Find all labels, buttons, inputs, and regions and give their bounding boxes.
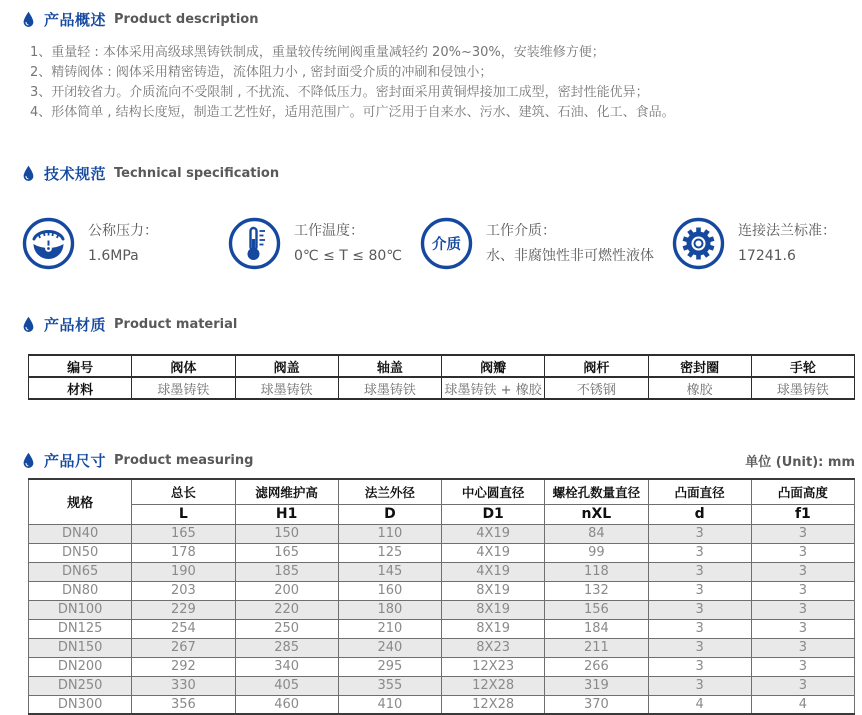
material-value-cell: 球墨铸铁 [132, 377, 235, 399]
section-title-en: Product material [114, 317, 238, 332]
measuring-value-cell: 340 [235, 657, 338, 676]
measuring-value-cell: 370 [545, 695, 648, 714]
spec-item-flange-standard [672, 217, 836, 270]
measuring-header-cell: 螺栓孔数量直径 [545, 479, 648, 504]
measuring-value-cell: 8X19 [442, 619, 545, 638]
section-title-cn: 产品概述 [44, 11, 107, 29]
measuring-value-cell: 319 [545, 676, 648, 695]
measuring-value-cell: 3 [751, 524, 854, 543]
section-title-cn: 产品材质 [44, 316, 107, 334]
spec-items-row [22, 217, 862, 270]
measuring-header-cell: 法兰外径 [338, 479, 441, 504]
measuring-row-DN125 [29, 619, 855, 638]
measuring-row-DN150 [29, 638, 855, 657]
measuring-value-cell: 165 [235, 543, 338, 562]
measuring-header-spec: 规格 [29, 479, 132, 524]
water-drop-icon [22, 316, 35, 333]
measuring-value-cell: 184 [545, 619, 648, 638]
measuring-row-DN250 [29, 676, 855, 695]
section-heading [22, 9, 862, 30]
measuring-value-cell: 3 [648, 657, 751, 676]
measuring-symbol-cell: L [132, 504, 235, 524]
measuring-symbol-cell: d [648, 504, 751, 524]
measuring-value-cell: 460 [235, 695, 338, 714]
measuring-value-cell: 165 [132, 524, 235, 543]
material-header-cell: 轴盖 [338, 355, 441, 377]
measuring-value-cell: 3 [648, 581, 751, 600]
description-list [30, 43, 862, 123]
spec-label: 公称压力： [88, 222, 158, 239]
section-product-material [0, 314, 862, 400]
pressure-gauge-icon [22, 217, 75, 270]
measuring-value-cell: 330 [132, 676, 235, 695]
measuring-spec-cell: DN80 [29, 581, 132, 600]
measuring-value-cell: 405 [235, 676, 338, 695]
flange-gear-icon [672, 217, 725, 270]
section-heading [22, 450, 253, 471]
description-line-1: 1、重量轻 : 本体采用高级球黑铸铁制成，重量较传统闸阀重量减轻约 20%~30%，安装维修方便； [30, 45, 605, 60]
spec-label: 连接法兰标准： [738, 222, 836, 239]
measuring-value-cell: 355 [338, 676, 441, 695]
section-title-en: Product description [114, 12, 259, 27]
measuring-value-cell: 3 [751, 657, 854, 676]
measuring-value-cell: 180 [338, 600, 441, 619]
measuring-value-cell: 292 [132, 657, 235, 676]
thermometer-icon [228, 217, 281, 270]
material-header-cell: 阀杆 [545, 355, 648, 377]
section-title-en: Product measuring [114, 453, 254, 468]
spec-value: 水、非腐蚀性非可燃性液体 [486, 247, 654, 264]
measuring-header-row-cn [29, 479, 855, 504]
measuring-value-cell: 125 [338, 543, 441, 562]
measuring-value-cell: 3 [648, 524, 751, 543]
measuring-value-cell: 3 [751, 638, 854, 657]
material-value-cell: 球墨铸铁 [235, 377, 338, 399]
measuring-row-DN40 [29, 524, 855, 543]
spec-text [486, 219, 654, 269]
section-title-cn: 产品尺寸 [44, 452, 107, 470]
section-heading [22, 314, 862, 335]
measuring-value-cell: 4 [648, 695, 751, 714]
measuring-value-cell: 99 [545, 543, 648, 562]
measuring-spec-cell: DN65 [29, 562, 132, 581]
measuring-value-cell: 8X19 [442, 600, 545, 619]
measuring-value-cell: 295 [338, 657, 441, 676]
spec-text [294, 219, 402, 269]
spec-item-temperature [228, 217, 420, 270]
measuring-value-cell: 229 [132, 600, 235, 619]
measuring-header-cell: 滤网维护高 [235, 479, 338, 504]
spec-item-media [420, 217, 672, 270]
water-drop-icon [22, 11, 35, 28]
spec-value: 0℃ ≤ T ≤ 80℃ [294, 247, 402, 264]
measuring-value-cell: 3 [648, 562, 751, 581]
section-heading [22, 163, 862, 184]
spec-item-pressure [22, 217, 228, 270]
material-row-label: 材料 [29, 377, 132, 399]
measuring-value-cell: 3 [751, 562, 854, 581]
material-header-cell: 手轮 [751, 355, 854, 377]
measuring-value-cell: 3 [751, 581, 854, 600]
measuring-spec-cell: DN100 [29, 600, 132, 619]
measuring-spec-cell: DN40 [29, 524, 132, 543]
measuring-value-cell: 12X28 [442, 676, 545, 695]
measuring-value-cell: 3 [648, 543, 751, 562]
measuring-value-cell: 3 [648, 619, 751, 638]
measuring-value-cell: 285 [235, 638, 338, 657]
measuring-value-cell: 145 [338, 562, 441, 581]
measuring-value-cell: 211 [545, 638, 648, 657]
measuring-value-cell: 4 [751, 695, 854, 714]
material-data-row [29, 377, 855, 399]
measuring-value-cell: 240 [338, 638, 441, 657]
measuring-value-cell: 156 [545, 600, 648, 619]
measuring-header-row-symbols [29, 504, 855, 524]
spec-text [88, 219, 158, 269]
spec-label: 工作温度： [294, 222, 364, 239]
measuring-heading-row [22, 450, 855, 471]
section-product-description [0, 0, 862, 123]
measuring-value-cell: 178 [132, 543, 235, 562]
measuring-value-cell: 254 [132, 619, 235, 638]
measuring-value-cell: 4X19 [442, 543, 545, 562]
measuring-spec-cell: DN250 [29, 676, 132, 695]
material-header-row [29, 355, 855, 377]
measuring-symbol-cell: f1 [751, 504, 854, 524]
measuring-value-cell: 190 [132, 562, 235, 581]
section-technical-specification [0, 163, 862, 270]
measuring-value-cell: 8X23 [442, 638, 545, 657]
measuring-value-cell: 4X19 [442, 562, 545, 581]
measuring-row-DN80 [29, 581, 855, 600]
description-line-2: 2、精铸阀体 : 阀体采用精密铸造，流体阻力小 , 密封面受介质的冲刷和侵蚀小； [30, 65, 493, 80]
measuring-row-DN65 [29, 562, 855, 581]
material-value-cell: 球墨铸铁 [751, 377, 854, 399]
measuring-value-cell: 3 [751, 600, 854, 619]
spec-value: 17241.6 [738, 247, 796, 264]
water-drop-icon [22, 165, 35, 182]
description-line-3: 3、开闭较省力。介质流向不受限制 , 不扰流、不降低压力。密封面采用黄铜焊接加工成型，密封性能优异； [30, 85, 649, 100]
measuring-row-DN50 [29, 543, 855, 562]
measuring-symbol-cell: nXL [545, 504, 648, 524]
measuring-symbol-cell: H1 [235, 504, 338, 524]
media-icon [420, 217, 473, 270]
measuring-value-cell: 3 [751, 619, 854, 638]
measuring-value-cell: 4X19 [442, 524, 545, 543]
material-value-cell: 球墨铸铁 + 橡胶 [442, 377, 545, 399]
water-drop-icon [22, 452, 35, 469]
measuring-value-cell: 84 [545, 524, 648, 543]
spec-text [738, 219, 836, 269]
measuring-value-cell: 267 [132, 638, 235, 657]
measuring-value-cell: 132 [545, 581, 648, 600]
measuring-value-cell: 185 [235, 562, 338, 581]
spec-label: 工作介质： [486, 222, 556, 239]
measuring-header-cell: 凸面高度 [751, 479, 854, 504]
material-header-cell: 阀盖 [235, 355, 338, 377]
measuring-value-cell: 3 [648, 638, 751, 657]
measuring-value-cell: 8X19 [442, 581, 545, 600]
unit-note: 单位 (Unit): mm [745, 455, 855, 470]
material-header-cell: 编号 [29, 355, 132, 377]
measuring-row-DN300 [29, 695, 855, 714]
material-value-cell: 橡胶 [648, 377, 751, 399]
measuring-symbol-cell: D1 [442, 504, 545, 524]
measuring-symbol-cell: D [338, 504, 441, 524]
material-header-cell: 阀体 [132, 355, 235, 377]
measuring-spec-cell: DN125 [29, 619, 132, 638]
measuring-spec-cell: DN50 [29, 543, 132, 562]
measuring-value-cell: 12X23 [442, 657, 545, 676]
section-title-cn: 技术规范 [44, 165, 107, 183]
measuring-value-cell: 220 [235, 600, 338, 619]
measuring-value-cell: 150 [235, 524, 338, 543]
measuring-header-cell: 凸面直径 [648, 479, 751, 504]
section-title-en: Technical specification [114, 166, 280, 181]
measuring-spec-cell: DN150 [29, 638, 132, 657]
measuring-value-cell: 266 [545, 657, 648, 676]
measuring-value-cell: 250 [235, 619, 338, 638]
measuring-value-cell: 118 [545, 562, 648, 581]
material-table [28, 354, 855, 400]
measuring-header-cell: 中心圆直径 [442, 479, 545, 504]
section-product-measuring [0, 450, 862, 715]
measuring-row-DN100 [29, 600, 855, 619]
material-value-cell: 不锈钢 [545, 377, 648, 399]
measuring-value-cell: 200 [235, 581, 338, 600]
measuring-value-cell: 110 [338, 524, 441, 543]
measuring-row-DN200 [29, 657, 855, 676]
measuring-value-cell: 160 [338, 581, 441, 600]
measuring-table [28, 478, 855, 715]
measuring-value-cell: 356 [132, 695, 235, 714]
measuring-value-cell: 3 [751, 543, 854, 562]
material-header-cell: 密封圈 [648, 355, 751, 377]
material-value-cell: 球墨铸铁 [338, 377, 441, 399]
measuring-value-cell: 12X28 [442, 695, 545, 714]
measuring-table-body [29, 524, 855, 714]
measuring-value-cell: 3 [648, 676, 751, 695]
measuring-header-cell: 总长 [132, 479, 235, 504]
measuring-value-cell: 3 [751, 676, 854, 695]
measuring-value-cell: 203 [132, 581, 235, 600]
measuring-spec-cell: DN300 [29, 695, 132, 714]
material-header-cell: 阀瓣 [442, 355, 545, 377]
svg-text:介质: 介质 [432, 237, 461, 253]
spec-value: 1.6MPa [88, 247, 139, 264]
description-line-4: 4、形体简单 , 结构长度短，制造工艺性好，适用范围广。可广泛用于自来水、污水、建筑、石油、化工、食品。 [30, 105, 675, 120]
measuring-value-cell: 3 [648, 600, 751, 619]
measuring-spec-cell: DN200 [29, 657, 132, 676]
measuring-value-cell: 210 [338, 619, 441, 638]
measuring-value-cell: 410 [338, 695, 441, 714]
